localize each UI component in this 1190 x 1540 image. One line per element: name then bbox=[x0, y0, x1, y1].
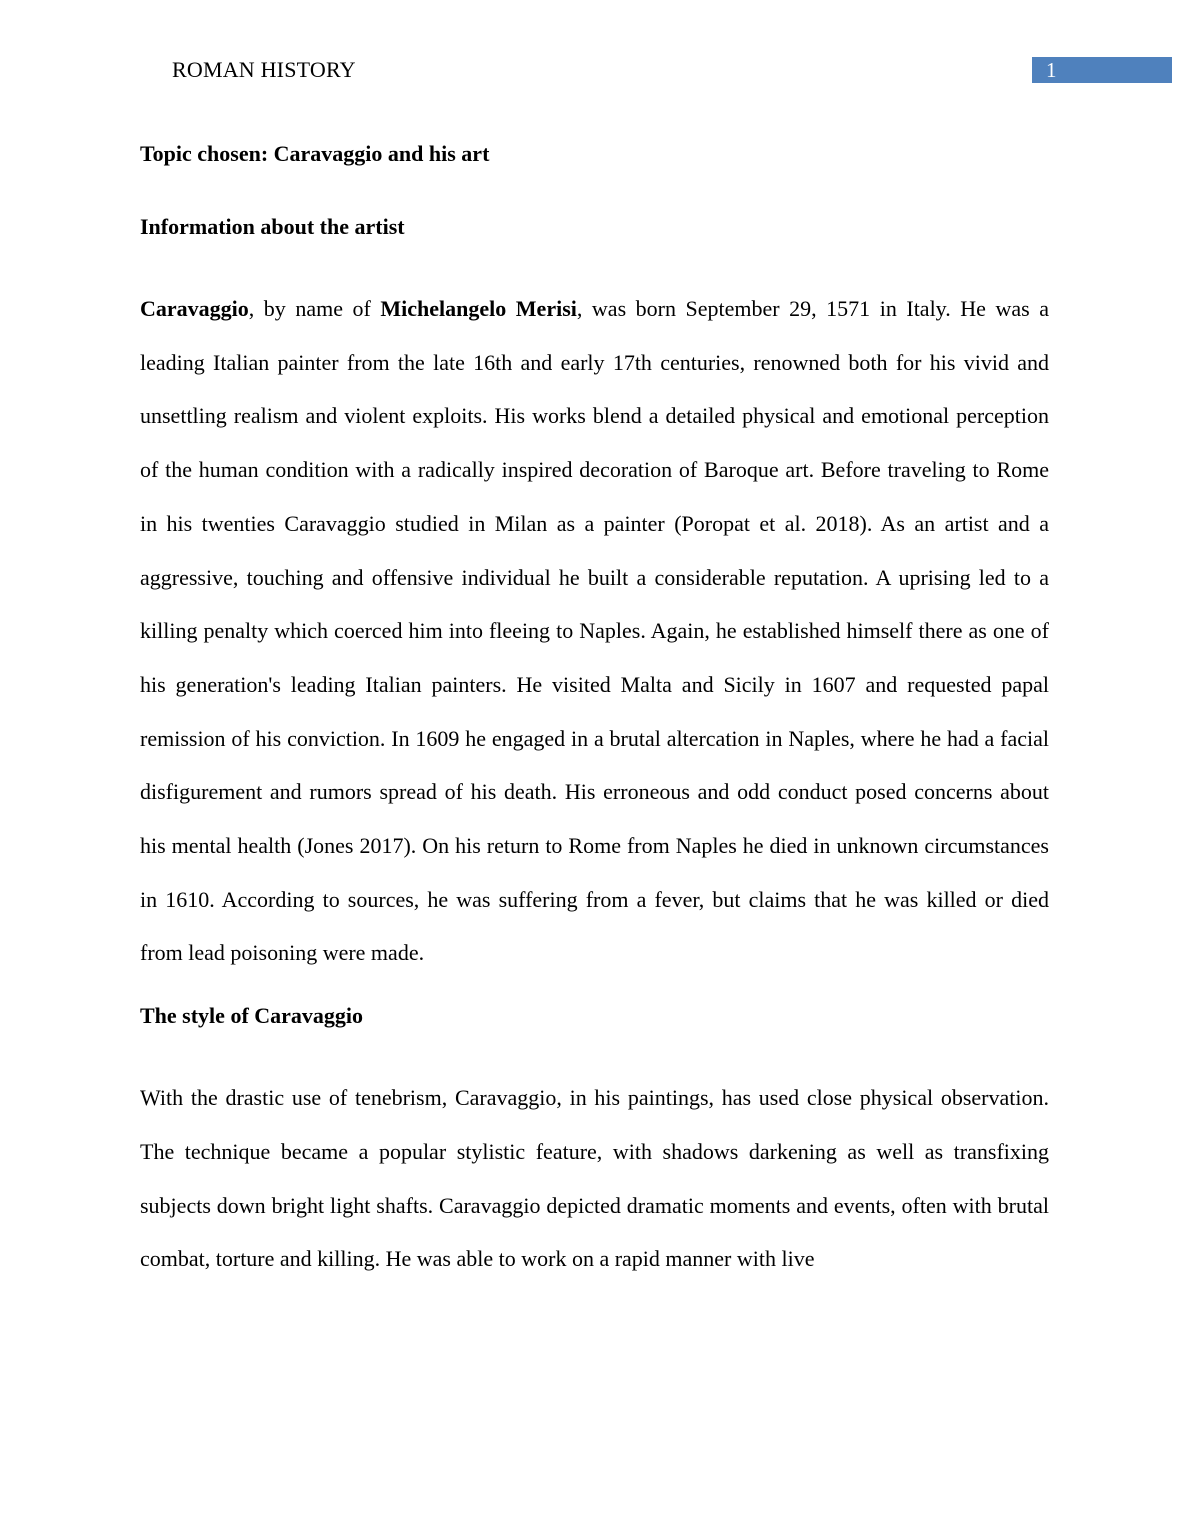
artist-full-name: Michelangelo Merisi bbox=[380, 296, 577, 321]
paragraph-text: , by name of bbox=[248, 296, 381, 321]
paragraph-style: With the drastic use of tenebrism, Caravaggio, in his paintings, has used close physical observation. The technique became a popular stylistic feature, with shadows darkening as well as transfixing subjects down bright light shafts. Caravaggio depicted dramatic moments and events, often with brutal combat, torture and killing. He was able to work on a rapid manner with live bbox=[140, 1085, 1049, 1272]
topic-heading: Topic chosen: Caravaggio and his art bbox=[140, 141, 490, 166]
page-number-box bbox=[1032, 57, 1172, 83]
paragraph-artist-info bbox=[140, 282, 1049, 980]
page-number: 1 bbox=[1046, 58, 1057, 82]
artist-name: Caravaggio bbox=[140, 296, 249, 321]
section-heading-style: The style of Caravaggio bbox=[140, 1003, 364, 1029]
running-head: ROMAN HISTORY bbox=[172, 57, 356, 82]
document-body bbox=[140, 136, 1049, 1286]
paragraph-text: , was born September 29, 1571 in Italy. He was a leading Italian painter from the late 16th and early 17th centuries, renowned both for his vivid and unsettling realism and violent exploits. His works blend a detailed physical and emotional perception of the human condition with a radically inspired decoration of Baroque art. Before traveling to Rome in his twenties Caravaggio studied in Milan as a painter (Poropat et al. 2018). As an artist and a aggressive, touching and offensive individual he built a considerable reputation. A uprising led to a killing penalty which coerced him into fleeing to Naples. Again, he established himself there as one of his generation's leading Italian painters. He visited Malta and Sicily in 1607 and requested papal remission of his conviction. In 1609 he engaged in a brutal altercation in Naples, where he had a facial disfigurement and rumors spread of his death. His erroneous and odd conduct posed concerns about his mental health (Jones 2017). On his return to Rome from Naples he died in unknown circumstances in 1610. According to sources, he was suffering from a fever, but claims that he was killed or died from lead poisoning were made. bbox=[140, 296, 1050, 966]
section-heading-artist-info: Information about the artist bbox=[140, 214, 405, 239]
